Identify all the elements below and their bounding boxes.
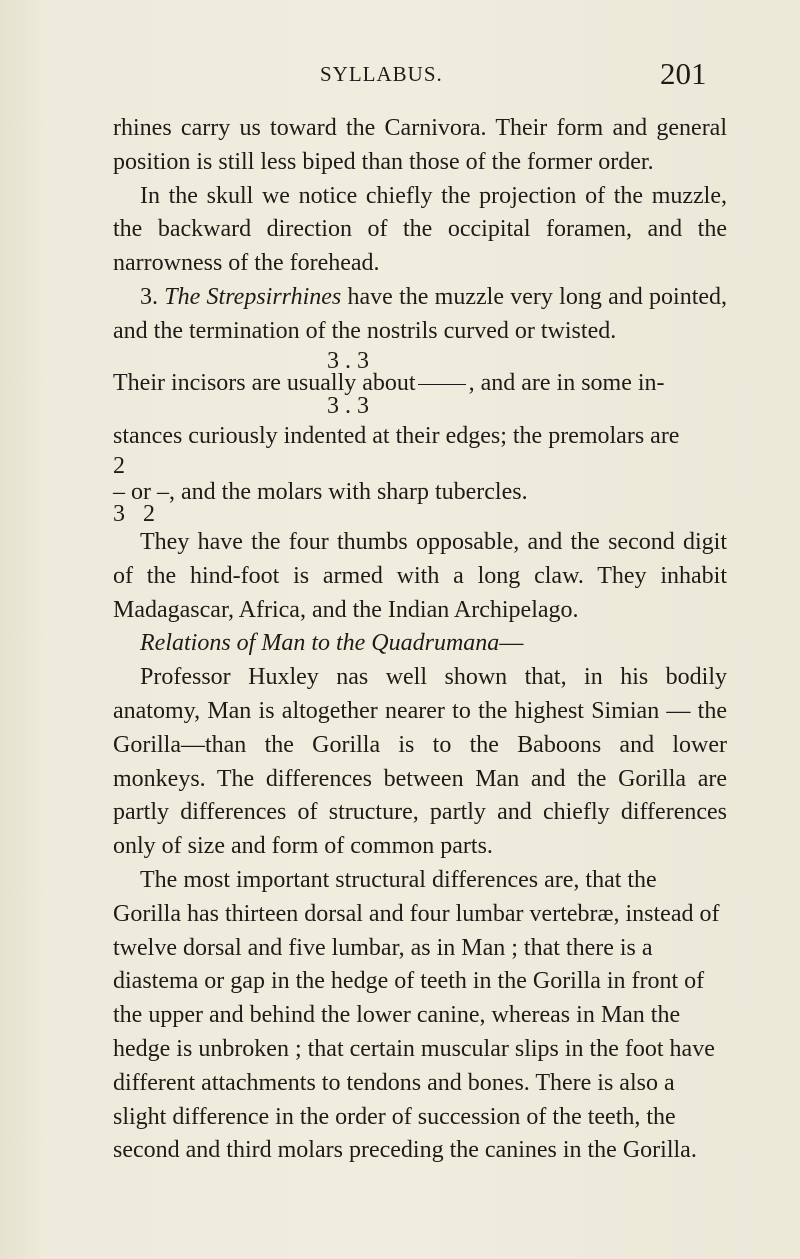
premolar-line: – or –, and the molars with sharp tubercles. — [113, 479, 528, 506]
incisor-text-a: Their incisors are usually about — [113, 369, 416, 396]
page-header — [0, 56, 800, 96]
paragraph-strepsirrhines — [113, 281, 727, 349]
paragraph-differences: The most important structural differences are, that the Gorilla has thirteen dorsal and four lumbar vertebræ, instead of twelve dorsal and five lumbar, as in Man ; that there is a diastema or gap in the hedge of teeth in the Gorilla in front of the upper and behind the lower canine, whereas in Man the hedge is unbroken ; that certain muscular slips in the foot have different attachments to tendons and bones. There is also a slight difference in the order of succession of the teeth, the second and third molars preceding the canines in the Gorilla. — [113, 866, 720, 1164]
incisor-text-b: , and are in some in- — [468, 369, 665, 396]
running-head: SYLLABUS. — [320, 62, 443, 86]
premolar-formula-bottom: 3 2 — [113, 500, 155, 527]
paragraph-huxley: Professor Huxley nas well shown that, in his bodily anatomy, Man is altogether nearer to the highest Simian — the Gorilla—than the Gorilla is to the Baboons and lower monkeys. The differences between Man and the Gorilla are partly differences of structure, partly and chiefly differences only of size and form of common parts. — [113, 664, 727, 860]
incisor-line — [113, 367, 727, 401]
section-heading-title: Relations of Man to the Quadrumana — [140, 630, 500, 657]
paragraph-skull: In the skull we notice chiefly the projection of the muzzle, the backward direction of the occipital foramen, and the narrowness of the forehead. — [113, 182, 727, 277]
strepsirrhines-term: The Strepsirrhines — [164, 283, 342, 310]
paragraph-thumbs: They have the four thumbs opposable, and the second digit of the hind-foot is armed with a long claw. They inhabit Madagascar, Africa, and the Indian Archipelago. — [113, 528, 727, 623]
page-body — [113, 112, 727, 1168]
section-heading-dash: — — [499, 630, 524, 657]
paragraph-continuation: rhines carry us toward the Carnivora. Their form and general position is still less biped than those of the former order. — [113, 115, 727, 175]
section-heading — [113, 627, 727, 661]
page-number: 201 — [660, 56, 707, 91]
fraction-rule — [418, 384, 466, 385]
section-number: 3. — [140, 283, 165, 310]
premolar-formula-top: 2 — [113, 453, 125, 480]
incisor-formula-top: 3 . 3 — [327, 347, 369, 374]
strepsirrhines-text: have the muzzle very long and pointed, and the termination of the nostrils curved or twisted. — [113, 283, 728, 344]
indented-edges-line: stances curiously indented at their edges; the premolars are — [113, 423, 680, 450]
incisor-formula-bottom: 3 . 3 — [327, 393, 369, 420]
